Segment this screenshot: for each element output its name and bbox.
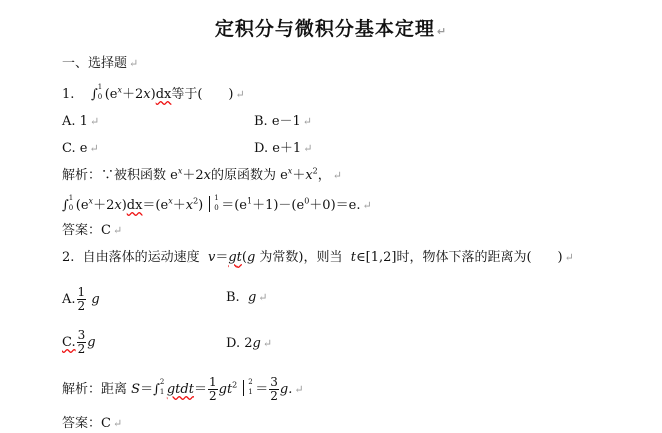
q1-option-b: B. e－1 ↵ xyxy=(254,114,313,129)
q2-analysis: 解析：距离 S＝∫ 2 1 gtdt＝ $\frac{1}{2}$ $gt^2$ 2 1 ＝ $\frac{3}{2}$ g. ↵ xyxy=(62,375,304,403)
section-heading: 一、选择题 ↵ xyxy=(62,56,139,71)
question-1: 1. ∫ 1 0 $(e^x+2x)dx$等于( ) ↵ xyxy=(62,83,245,102)
q1-option-c: C. e ↵ xyxy=(62,141,99,156)
q1-analysis: 解析：∵被积函数 $e^x+2x$的原函数为 $e^x+x^2$， ↵ xyxy=(62,166,342,183)
q2-option-d: D. 2g ↵ xyxy=(226,336,273,351)
document-title: 定积分与微积分基本定理 ↵ xyxy=(214,18,448,40)
q1-option-d: D. e＋1 ↵ xyxy=(254,141,313,156)
q1-equation: ∫ 1 0 $(e^x+2x)dx=(e^x+x^2)$ 1 0 $=(e^1+1)-(e^0+0)=e$. ↵ xyxy=(62,194,372,213)
q2-answer: 答案：C ↵ xyxy=(62,416,123,431)
q2-option-c: C. $\frac{3}{2}$ g xyxy=(62,328,96,356)
q1-answer: 答案：C ↵ xyxy=(62,223,123,238)
q2-option-b: B. g ↵ xyxy=(226,290,268,305)
q2-option-a: A. $\frac{1}{2}$ g xyxy=(62,285,100,313)
q1-option-a: A. 1 ↵ xyxy=(62,114,100,129)
question-2: 2. 自由落体的运动速度 v＝gt(g 为常数)，则当 t∈[1,2]时，物体下落的距离为( ) ↵ xyxy=(62,250,574,265)
